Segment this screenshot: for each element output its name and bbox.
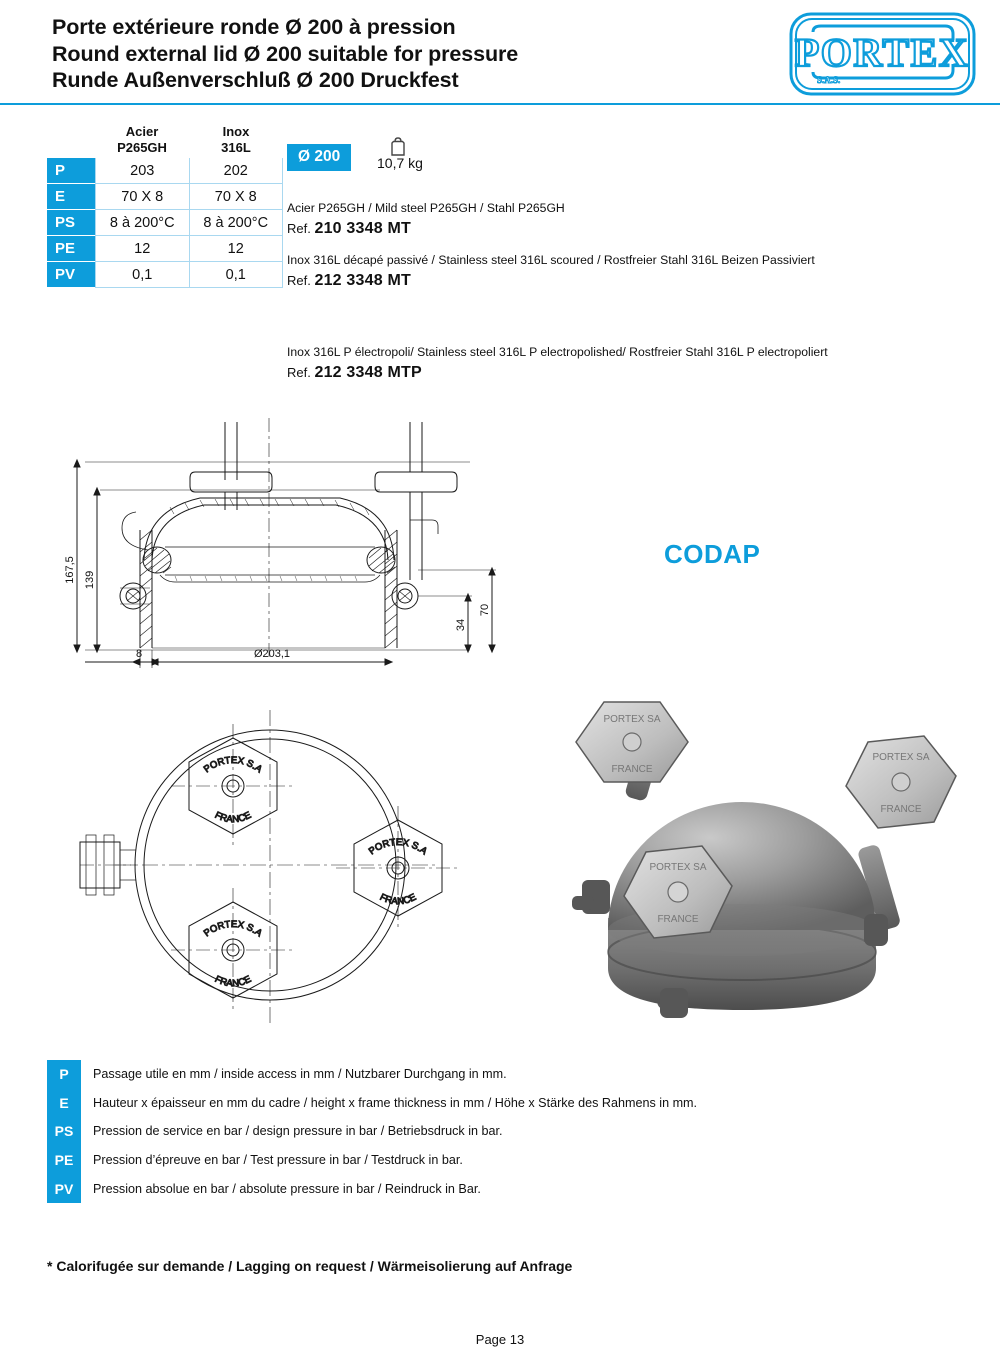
footnote: * Calorifugée sur demande / Lagging on request / Wärmeisolierung auf Anfrage [47,1258,573,1274]
ref-prefix: Ref. [287,221,311,236]
legend-key-pe: PE [54,1152,74,1169]
title-french: Porte extérieure ronde Ø 200 à pression [52,15,456,39]
product-photo [520,700,980,1055]
ref-code: 212 3348 MT [314,272,411,289]
spec-table-header-row [47,120,283,158]
svg-text:FRANCE: FRANCE [657,914,699,925]
legend-key-p: P [59,1066,69,1083]
specification-table [47,120,283,288]
dim-diameter: Ø203,1 [253,648,291,660]
plan-view-drawing [60,680,480,1055]
diameter-weight-row [287,130,947,176]
spec-key-ps: PS [47,210,95,236]
spec-value-e-acier: 70 X 8 [95,184,190,210]
list-item [47,1060,977,1089]
material-reference [287,364,828,382]
ref-prefix: Ref. [287,273,311,288]
material-block-electropolished [287,342,828,382]
dim-lug-height: 70 [479,603,491,617]
page-number: Page 13 [475,1332,525,1347]
spec-col-header-inox: Inox 316L [221,124,251,155]
spec-value-p-inox: 202 [190,158,284,184]
dim-wall-thickness: 8 [135,648,143,660]
list-item [47,1089,977,1118]
codap-label: CODAP [664,539,761,569]
material-block-stainless [287,250,815,290]
handwheel-country-text: FRANCE [212,973,254,990]
legend-key-pv: PV [54,1180,74,1197]
handwheel-brand-text: PORTEX S.A [366,837,430,858]
spec-value-ps-inox: 8 à 200°C [190,210,284,236]
header-divider [0,103,1000,105]
material-description: Inox 316L P électropoli/ Stainless steel 316L P electropolished/ Rostfreier Stahl 316L P electropoliert [287,345,828,359]
svg-text:PORTEX: PORTEX [794,30,970,75]
material-reference [287,272,815,290]
product-info-block [287,130,947,381]
legend-text-ps: Pression de service en bar / design pressure in bar / Betriebsdruck in bar. [93,1124,503,1139]
ref-code: 210 3348 MT [314,220,411,237]
title-english: Round external lid Ø 200 suitable for pressure [52,41,519,66]
spec-key-p: P [47,158,95,184]
spec-value-pe-inox: 12 [190,236,284,262]
spec-value-pv-inox: 0,1 [190,262,284,288]
material-description: Acier P265GH / Mild steel P265GH / Stahl P265GH [287,201,565,215]
dim-overall-height: 167,5 [64,556,76,584]
page-header [0,0,1000,110]
spec-key-e: E [47,184,95,210]
material-block-steel [287,198,565,238]
legend-text-pv: Pression absolue en bar / absolute pressure in bar / Reindruck in Bar. [93,1181,481,1196]
list-item [47,1174,977,1203]
page-title [52,14,518,94]
handwheel-top-left [576,702,688,782]
spec-value-pe-acier: 12 [95,236,190,262]
spec-value-e-inox: 70 X 8 [190,184,284,210]
handwheel-brand-text: PORTEX S.A [201,919,265,940]
handwheel-country-text: FRANCE [212,809,254,826]
spec-col-header-acier: Acier P265GH [117,124,167,155]
ref-code: 212 3348 MTP [314,364,422,381]
material-description: Inox 316L décapé passivé / Stainless steel 316L scoured / Rostfreier Stahl 316L Beizen Passiviert [287,253,815,267]
handwheel-country-text: FRANCE [377,891,419,908]
legend-text-e: Hauteur x épaisseur en mm du cadre / height x frame thickness in mm / Höhe x Stärke des Rahmens in mm. [93,1095,698,1110]
table-row [47,236,283,262]
legend-key-ps: PS [54,1123,74,1140]
title-german: Runde Außenverschluß Ø 200 Druckfest [52,68,459,92]
portex-logo [785,10,980,98]
spec-value-pv-acier: 0,1 [95,262,190,288]
legend-text-p: Passage utile en mm / inside access in mm / Nutzbarer Durchgang in mm. [93,1067,507,1082]
legend-key-e: E [59,1094,69,1111]
legend-text-pe: Pression d’épreuve en bar / Test pressure in bar / Testdruck in bar. [93,1153,463,1168]
material-reference [287,220,565,238]
diameter-badge: Ø 200 [287,144,351,171]
cross-section-drawing [40,410,510,695]
svg-text:S.A.S.: S.A.S. [817,75,841,85]
list-item [47,1117,977,1146]
dim-lug-offset: 34 [455,618,467,632]
dim-frame-height: 139 [84,570,96,590]
weight-value: 10,7 kg [377,155,423,171]
spec-key-pv: PV [47,262,95,288]
svg-text:FRANCE: FRANCE [611,764,653,775]
technical-drawings [0,400,1000,1060]
list-item [47,1146,977,1175]
handwheel-brand-text: PORTEX S.A [201,755,265,776]
legend-block [47,1060,977,1203]
handwheel-right [846,736,956,828]
table-row [47,262,283,288]
spec-value-ps-acier: 8 à 200°C [95,210,190,236]
svg-text:PORTEX SA: PORTEX SA [603,714,661,725]
table-row [47,210,283,236]
spec-key-pe: PE [47,236,95,262]
svg-text:FRANCE: FRANCE [880,804,922,815]
svg-text:PORTEX SA: PORTEX SA [649,862,707,873]
ref-prefix: Ref. [287,365,311,380]
table-row [47,184,283,210]
spec-value-p-acier: 203 [95,158,190,184]
svg-text:PORTEX SA: PORTEX SA [872,752,930,763]
table-row [47,158,283,184]
